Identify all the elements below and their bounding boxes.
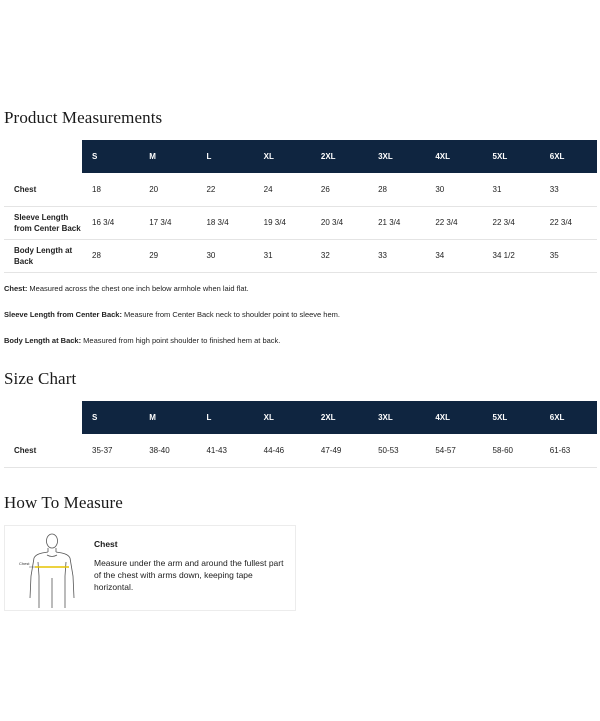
table-cell: 21 3/4	[368, 206, 425, 239]
table-cell: 38-40	[139, 434, 196, 467]
table-row-body-length	[4, 239, 597, 272]
row-label: Chest	[4, 173, 82, 206]
body-outline-illustration	[17, 532, 87, 608]
size-header: S	[82, 140, 139, 173]
definition-body-length	[4, 336, 340, 345]
definition-term: Body Length at Back:	[4, 336, 82, 345]
definition-sleeve	[4, 310, 340, 319]
definition-text: Measured across the chest one inch below armhole when laid flat.	[27, 284, 249, 293]
table-cell: 54-57	[425, 434, 482, 467]
table-cell: 28	[82, 239, 139, 272]
figure-chest-label: Chest	[19, 561, 30, 566]
table-row-chest	[4, 434, 597, 467]
size-header: 4XL	[425, 140, 482, 173]
row-label: Body Length at Back	[4, 239, 82, 272]
row-label: Chest	[4, 434, 82, 467]
size-header: 2XL	[311, 401, 368, 434]
size-chart-title: Size Chart	[4, 369, 77, 388]
size-header: L	[196, 140, 253, 173]
size-header: XL	[254, 401, 311, 434]
measure-card-description: Measure under the arm and around the fullest part of the chest with arms down, keeping tape horizontal.	[94, 558, 284, 592]
table-cell: 20 3/4	[311, 206, 368, 239]
size-header: L	[196, 401, 253, 434]
size-header: 5XL	[483, 401, 540, 434]
table-cell: 18 3/4	[196, 206, 253, 239]
table-corner-cell	[4, 401, 82, 434]
definition-chest	[4, 284, 340, 293]
definition-text: Measure from Center Back neck to shoulder point to sleeve hem.	[121, 310, 340, 319]
table-cell: 30	[425, 173, 482, 206]
table-cell: 35-37	[82, 434, 139, 467]
table-cell: 22 3/4	[425, 206, 482, 239]
size-header: 2XL	[311, 140, 368, 173]
size-header: 4XL	[425, 401, 482, 434]
measurement-definitions	[4, 284, 340, 362]
chest-measure-card	[4, 525, 296, 611]
table-cell: 50-53	[368, 434, 425, 467]
table-row-chest	[4, 173, 597, 206]
table-cell: 22 3/4	[540, 206, 597, 239]
size-header: XL	[254, 140, 311, 173]
table-row-sleeve	[4, 206, 597, 239]
table-cell: 34	[425, 239, 482, 272]
table-cell: 29	[139, 239, 196, 272]
table-cell: 20	[139, 173, 196, 206]
table-cell: 61-63	[540, 434, 597, 467]
table-cell: 28	[368, 173, 425, 206]
size-header: M	[139, 140, 196, 173]
table-cell: 32	[311, 239, 368, 272]
table-cell: 33	[368, 239, 425, 272]
how-to-measure-title: How To Measure	[4, 493, 123, 512]
measure-card-title: Chest	[94, 539, 118, 549]
size-header: 6XL	[540, 401, 597, 434]
table-cell: 31	[254, 239, 311, 272]
product-measurements-title: Product Measurements	[4, 108, 163, 127]
table-cell: 34 1/2	[483, 239, 540, 272]
table-cell: 58-60	[483, 434, 540, 467]
product-measurements-table	[4, 140, 597, 273]
table-cell: 16 3/4	[82, 206, 139, 239]
definition-term: Sleeve Length from Center Back:	[4, 310, 122, 319]
table-cell: 47-49	[311, 434, 368, 467]
table-cell: 30	[196, 239, 253, 272]
row-label: Sleeve Length from Center Back	[4, 206, 82, 239]
table-cell: 33	[540, 173, 597, 206]
table-cell: 31	[483, 173, 540, 206]
table-cell: 22 3/4	[483, 206, 540, 239]
table-corner-cell	[4, 140, 82, 173]
table-cell: 24	[254, 173, 311, 206]
definition-text: Measured from high point shoulder to finished hem at back.	[81, 336, 281, 345]
size-header: M	[139, 401, 196, 434]
table-cell: 19 3/4	[254, 206, 311, 239]
table-header-row	[4, 401, 597, 434]
table-cell: 22	[196, 173, 253, 206]
table-cell: 35	[540, 239, 597, 272]
size-header: 3XL	[368, 401, 425, 434]
table-cell: 26	[311, 173, 368, 206]
table-cell: 44-46	[254, 434, 311, 467]
table-cell: 18	[82, 173, 139, 206]
size-chart-table	[4, 401, 597, 468]
definition-term: Chest:	[4, 284, 28, 293]
size-header: S	[82, 401, 139, 434]
size-header: 6XL	[540, 140, 597, 173]
table-cell: 41-43	[196, 434, 253, 467]
size-header: 5XL	[483, 140, 540, 173]
size-header: 3XL	[368, 140, 425, 173]
table-header-row	[4, 140, 597, 173]
table-cell: 17 3/4	[139, 206, 196, 239]
